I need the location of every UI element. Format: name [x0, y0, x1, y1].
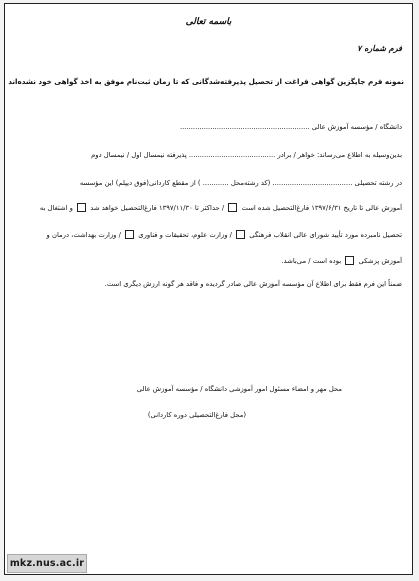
form-title: نمونه فرم جایگزین گواهی فراغت از تحصیل پذیرفته‌شدگانی که تا زمان ثبت‌نام موفق به اخذ گواهی خود نشده‌اند [8, 77, 404, 86]
disclaimer-line: ضمناً این فرم فقط برای اطلاع آن مؤسسه آموزش عالی صادر گردیده و فاقد هر گونه ارزش دیگری است. [104, 280, 402, 288]
medical-line [281, 256, 402, 266]
medical-text-b: بوده است / می‌باشد. [281, 257, 342, 265]
medical-text-a: آموزش پزشکی [358, 257, 402, 265]
applicant-line: بدین‌وسیله به اطلاع می‌رساند: خواهر / برادر ........................................ پذیرفته نیمسال اول / نیمسال دوم [91, 151, 402, 159]
approval-text-c: / وزارت بهداشت، درمان و [46, 231, 121, 239]
signature-sublabel: (محل فارغ‌التحصیلی دوره کاردانی) [147, 411, 246, 419]
approval-text-b: / وزارت علوم، تحقیقات و فناوری [138, 231, 232, 239]
will-graduate-checkbox[interactable] [77, 203, 86, 212]
signature-label: محل مهر و امضاء مسئول امور آموزشی دانشگاه / مؤسسه آموزش عالی [136, 385, 342, 393]
watermark-text: mkz.nus.ac.ir [9, 558, 85, 569]
form-page [4, 3, 413, 575]
graduation-text-a: آموزش عالی تا تاریخ ۱۳۹۷/۶/۳۱ فارغ‌التحصیل شده است [241, 204, 402, 212]
form-number: فرم شماره ۷ [357, 44, 402, 53]
approval-text-a: تحصیل نامبرده مورد تأیید شورای عالی انقلاب فرهنگی [249, 231, 402, 239]
top-heading: باسمه تعالی [185, 17, 232, 27]
graduation-text-b: / حداکثر تا ۱۳۹۷/۱۱/۳۰ فارغ‌التحصیل خواهد شد [90, 204, 225, 212]
graduation-line [40, 203, 402, 213]
field-line: در رشته تحصیلی ..................................... (کد رشته‌محل ............ ) از مقطع کاردانی(فوق دیپلم) این مؤسسه [79, 179, 402, 187]
graduated-checkbox[interactable] [228, 203, 237, 212]
council-checkbox[interactable] [236, 230, 245, 239]
approval-line [47, 230, 402, 240]
health-ministry-checkbox[interactable] [345, 256, 354, 265]
science-ministry-checkbox[interactable] [125, 230, 134, 239]
university-line: دانشگاه / مؤسسه آموزش عالی ............................................................ [179, 123, 402, 131]
site-watermark [7, 554, 87, 573]
graduation-text-c: و اشتغال به [39, 204, 73, 212]
